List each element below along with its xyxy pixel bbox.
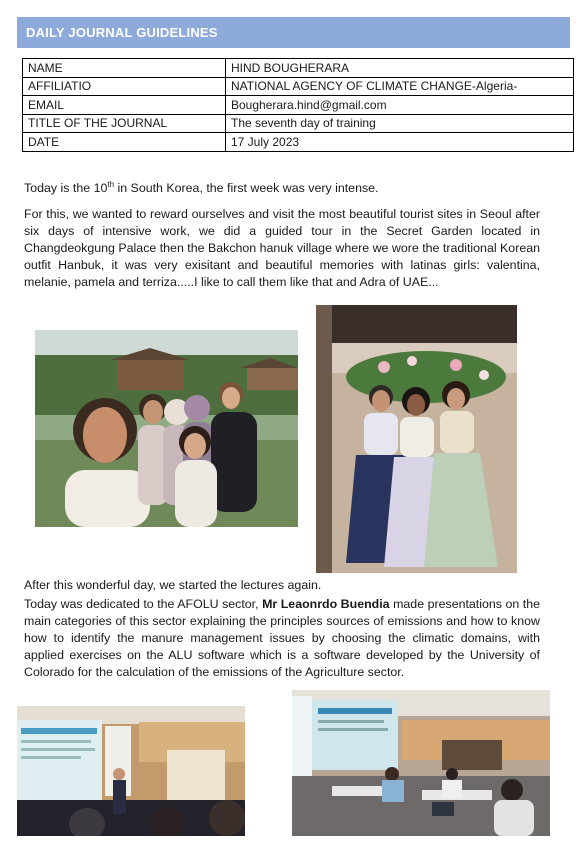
intro-text: Today is the 10 [24,181,108,195]
journal-header [17,17,570,48]
date-value: 17 July 2023 [226,133,574,152]
table-row [23,96,574,115]
intro-paragraph [24,180,540,197]
afolu-text-end: made presentations on the main categories of this sector explaining the principles sources of emissions and how to know how to identify the manure management issues by choosing the climatic domains, with applied exercises on the ALU software which is a software developed by the University of Colorado for the calculation of the emissions of the Agriculture sector. [24,597,541,679]
lecture-room-presenter-photo [17,706,245,836]
table-row [23,133,574,152]
table-row [23,77,574,96]
journal-title-label: TITLE OF THE JOURNAL [23,114,226,133]
name-value: HIND BOUGHERARA [226,59,574,78]
date-label: DATE [23,133,226,152]
email-value: Bougherara.hind@gmail.com [226,96,574,115]
table-row [23,114,574,133]
speaker-name: Mr Leaonrdo Buendia [262,597,390,611]
table-row [23,59,574,78]
email-label: EMAIL [23,96,226,115]
intro-text-end: in South Korea, the first week was very intense. [114,181,379,195]
name-label: NAME [23,59,226,78]
ordinal-suffix: th [107,179,115,189]
journal-title-value: The seventh day of training [226,114,574,133]
group-selfie-garden-photo [35,330,298,527]
lecture-room-audience-photo [292,690,550,836]
hanbok-outfits-photo [316,305,517,573]
afolu-text: Today was dedicated to the AFOLU sector, [24,597,263,611]
afolu-paragraph [24,596,540,681]
lectures-resumed-paragraph: After this wonderful day, we started the lectures again. [24,578,322,592]
journal-title: DAILY JOURNAL GUIDELINES [26,25,218,40]
affiliation-value: NATIONAL AGENCY OF CLIMATE CHANGE-Algeria- [226,77,574,96]
info-table [22,58,574,152]
tour-paragraph: For this, we wanted to reward ourselves and visit the most beautiful tourist sites in Seoul after six days of intensive work, we did a guided tour in the Secret Garden located in Changdeokgung Palace then the Bakchon hanuk village where we wore the traditional Korean outfit Hanbuk, it was very exisitant and beautiful memories with latinas girls: valentina, melanie, pamela and terriza.....I like to call them like that and Adra of UAE... [24,207,540,289]
affiliation-label: AFFILIATIO [23,77,226,96]
